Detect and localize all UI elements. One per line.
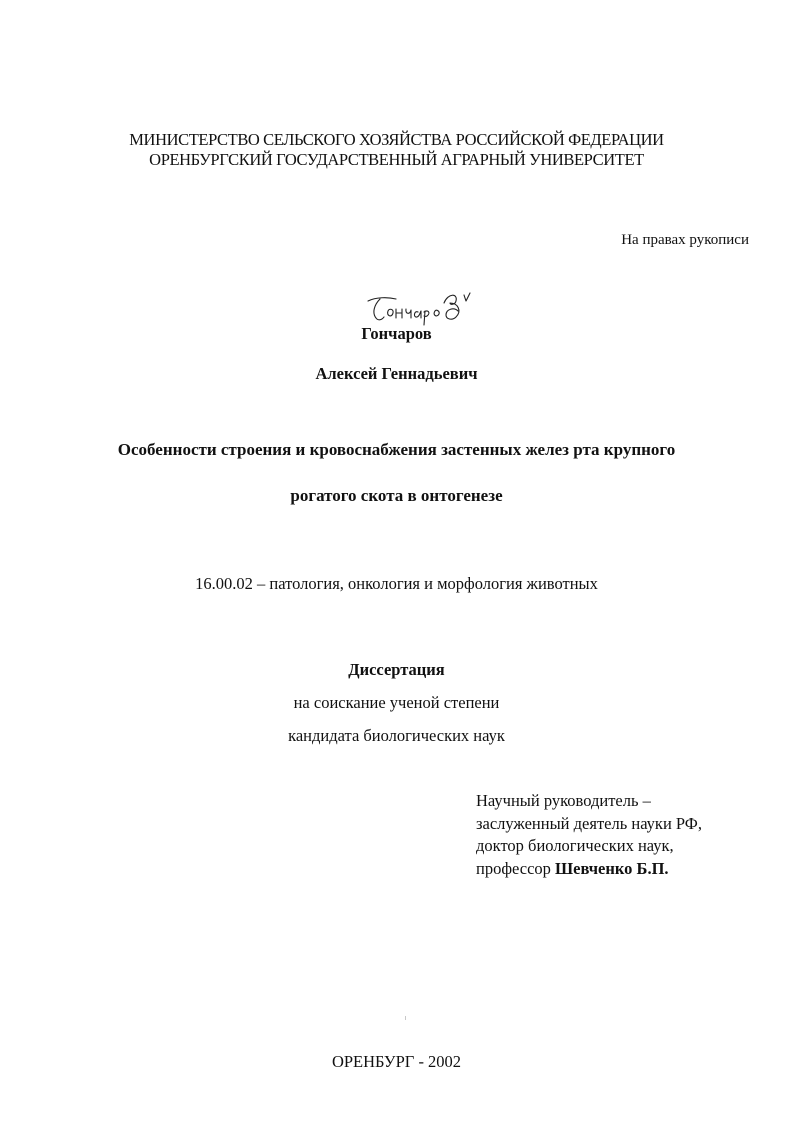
supervisor-line-3: доктор биологических наук, bbox=[476, 836, 674, 855]
ministry-line-1: МИНИСТЕРСТВО СЕЛЬСКОГО ХОЗЯЙСТВА РОССИЙСКОЙ ФЕДЕРАЦИИ bbox=[129, 130, 664, 149]
specialty: 16.00.02 – патология, онкология и морфология животных bbox=[195, 574, 598, 593]
scan-speck bbox=[405, 1016, 406, 1020]
author-given-names: Алексей Геннадьевич bbox=[315, 364, 478, 383]
supervisor-title: профессор bbox=[476, 858, 551, 878]
author-signature bbox=[366, 291, 478, 327]
work-type-line-2: кандидата биологических наук bbox=[288, 726, 505, 745]
supervisor-line-1: Научный руководитель – bbox=[476, 791, 651, 810]
supervisor-name: Шевченко Б.П. bbox=[555, 858, 669, 878]
title-line-2: рогатого скота в онтогенезе bbox=[290, 486, 503, 505]
work-type-line-1: на соискание ученой степени bbox=[293, 693, 500, 712]
title-line-1: Особенности строения и кровоснабжения застенных желез рта крупного bbox=[117, 440, 676, 459]
author-surname: Гончаров bbox=[361, 324, 432, 343]
work-type-label: Диссертация bbox=[348, 660, 445, 679]
supervisor-block bbox=[476, 790, 702, 880]
ministry-line-2: ОРЕНБУРГСКИЙ ГОСУДАРСТВЕННЫЙ АГРАРНЫЙ УНИВЕРСИТЕТ bbox=[149, 150, 644, 169]
supervisor-line-2: заслуженный деятель науки РФ, bbox=[476, 813, 702, 833]
supervisor-line-4 bbox=[476, 858, 702, 881]
city-year: ОРЕНБУРГ - 2002 bbox=[331, 1052, 462, 1071]
rights-note: На правах рукописи bbox=[621, 232, 749, 248]
